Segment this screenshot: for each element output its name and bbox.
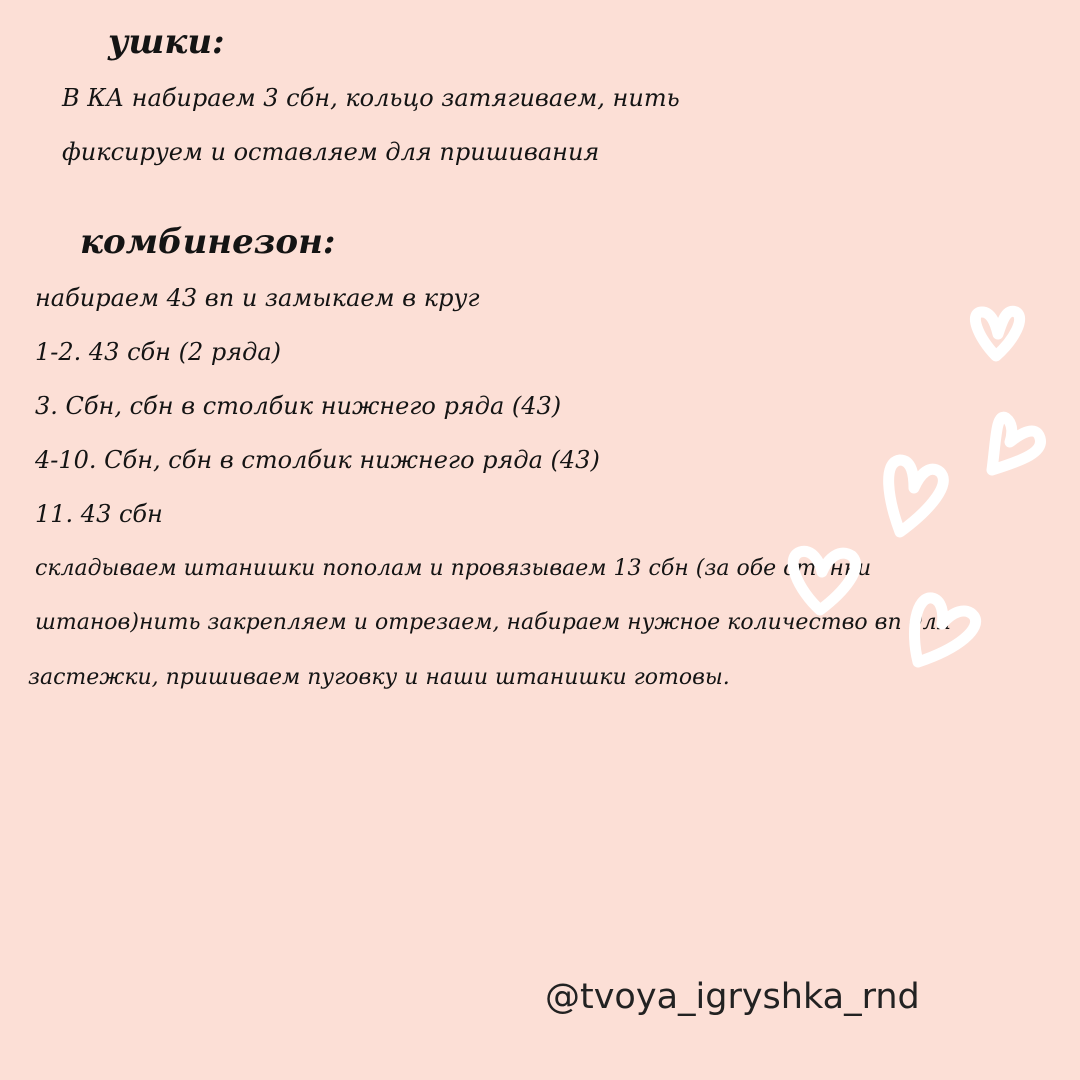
overalls-line: складываем штанишки пополам и провязываем 13 сбн (за обе стенки (35, 556, 872, 581)
overalls-line: 4-10. Сбн, сбн в столбик нижнего ряда (43) (35, 446, 600, 474)
ears-line: В КА набираем 3 сбн, кольцо затягиваем, нить (62, 84, 680, 112)
overalls-line: застежки, пришиваем пуговку и наши штанишки готовы. (28, 665, 730, 690)
ears-heading: ушки: (108, 22, 225, 62)
overalls-line: 1-2. 43 сбн (2 ряда) (35, 338, 281, 366)
overalls-line: 11. 43 сбн (35, 500, 163, 528)
heart-outline-icon (975, 311, 1019, 356)
overalls-line: набираем 43 вп и замыкаем в круг (35, 284, 480, 312)
ears-line: фиксируем и оставляем для пришивания (62, 138, 600, 166)
overalls-heading: комбинезон: (80, 222, 336, 262)
heart-outline-icon (992, 417, 1041, 470)
heart-outline-icon (889, 460, 944, 532)
overalls-line: штанов)нить закрепляем и отрезаем, набираем нужное количество вп для (35, 610, 952, 635)
overalls-line: 3. Сбн, сбн в столбик нижнего ряда (43) (35, 392, 562, 420)
author-handle: @tvoya_igryshka_rnd (545, 977, 920, 1017)
